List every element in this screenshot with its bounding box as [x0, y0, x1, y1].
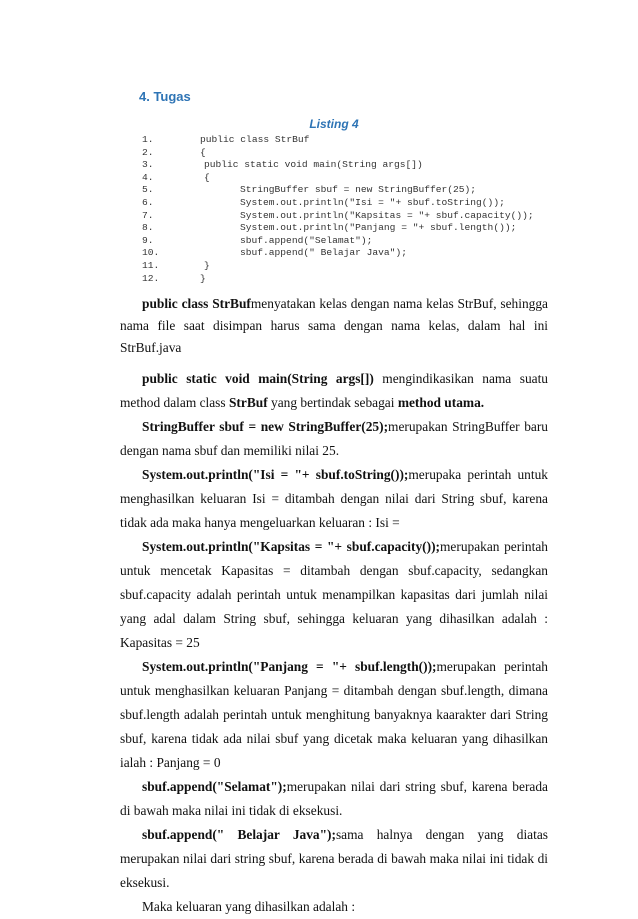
- explanation-body: [120, 293, 548, 919]
- paragraph-text: merupakan StringBuffer baru dengan nama sbuf dan memiliki nilai 25.: [120, 419, 549, 458]
- paragraph-code: StringBuffer sbuf = new StringBuffer(25);: [142, 419, 389, 434]
- paragraph-text: merupakan nilai dari string sbuf, karena berada di bawah maka nilai ini tidak di eksekusi.: [120, 779, 548, 818]
- code-line-text: }: [200, 272, 206, 284]
- code-line-number: 7.: [142, 209, 154, 221]
- paragraph-code: System.out.println("Kapsitas = "+ sbuf.capacity());: [142, 539, 441, 554]
- paragraph: [120, 535, 548, 655]
- code-line-text: }: [204, 259, 210, 271]
- code-line-number: 6.: [142, 196, 154, 208]
- paragraph: [120, 463, 548, 535]
- code-line-number: 10.: [142, 247, 160, 259]
- code-line-text: public static void main(String args[]): [204, 159, 423, 171]
- code-line: [142, 159, 534, 172]
- code-line-number: 11.: [142, 259, 160, 271]
- code-line-number: 8.: [142, 222, 154, 234]
- code-line-number: 9.: [142, 234, 154, 246]
- code-line: [142, 210, 534, 223]
- listing-caption: Listing 4: [309, 117, 359, 131]
- code-line-number: 5.: [142, 184, 154, 196]
- code-line: [142, 260, 534, 273]
- paragraph-code: System.out.println("Isi = "+ sbuf.toString());: [142, 467, 409, 482]
- code-line-text: System.out.println("Kapsitas = "+ sbuf.capacity());: [240, 209, 534, 221]
- paragraph-text: mengindikasikan nama suatu method dalam class: [120, 371, 548, 410]
- paragraph-code: public class StrBuf: [142, 296, 251, 311]
- code-listing: [142, 134, 534, 285]
- code-line-text: System.out.println("Panjang = "+ sbuf.length());: [240, 222, 517, 234]
- paragraph: [120, 895, 548, 919]
- paragraph-text: Maka keluaran yang dihasilkan adalah :: [142, 899, 356, 914]
- paragraph: [120, 415, 548, 463]
- paragraph-text: merupakan perintah untuk menghasilkan keluaran Panjang = ditambah dengan sbuf.length, dimana sbuf.length adalah perintah untuk menghitung banyaknya kaarakter dari String sbuf, karena tidak ada nilai sbuf yang dicetak maka keluaran yang dihasilkan ialah : Panjang = 0: [120, 659, 548, 770]
- code-line-text: public class StrBuf: [200, 134, 310, 145]
- paragraph-code: System.out.println("Panjang = "+ sbuf.length());: [142, 659, 437, 674]
- paragraph: [120, 655, 548, 775]
- paragraph: [120, 775, 548, 823]
- code-line: [142, 235, 534, 248]
- code-line: [142, 273, 534, 286]
- code-line-text: {: [200, 146, 206, 158]
- paragraph-text: menyatakan kelas dengan nama kelas StrBuf, sehingga nama file saat disimpan harus sama dengan nama kelas, dalam hal ini StrBuf.java: [120, 296, 548, 355]
- code-line-text: System.out.println("Isi = "+ sbuf.toString());: [240, 196, 505, 208]
- paragraph-text: yang bertindak sebagai: [267, 395, 398, 410]
- paragraph: [120, 367, 548, 415]
- code-line-text: sbuf.append(" Belajar Java");: [240, 247, 407, 259]
- paragraph: [120, 823, 548, 895]
- code-line-text: {: [204, 171, 210, 183]
- code-line: [142, 222, 534, 235]
- section-heading: 4. Tugas: [139, 89, 191, 104]
- code-line: [142, 184, 534, 197]
- code-line-number: 2.: [142, 146, 154, 158]
- paragraph-text: sama halnya dengan yang diatas merupakan nilai dari string sbuf, karena berada di bawah maka nilai ini tidak di eksekusi.: [120, 827, 548, 890]
- code-line-text: StringBuffer sbuf = new StringBuffer(25);: [240, 184, 477, 196]
- paragraph-code: public static void main(String args[]): [142, 371, 374, 386]
- code-line-text: sbuf.append("Selamat");: [240, 234, 373, 246]
- code-line-number: 1.: [142, 134, 154, 145]
- paragraph-code: sbuf.append("Selamat");: [142, 779, 287, 794]
- paragraph-text: merupakan perintah untuk mencetak Kapasitas = ditambah dengan sbuf.capacity, sedangkan sbuf.capacity adalah perintah untuk menampilkan kapasitas dari jumlah nilai yang adal dalam String sbuf, sehingga keluaran yang dihasilkan adalah : Kapasitas = 25: [120, 539, 548, 650]
- code-line-number: 12.: [142, 272, 160, 284]
- code-line: [142, 134, 534, 147]
- code-line: [142, 247, 534, 260]
- code-line-number: 3.: [142, 159, 154, 171]
- code-line: [142, 147, 534, 160]
- code-line-number: 4.: [142, 171, 154, 183]
- paragraph-code: sbuf.append(" Belajar Java");: [142, 827, 336, 842]
- paragraph-code: method utama.: [397, 395, 485, 410]
- paragraph-text: merupaka perintah untuk menghasilkan keluaran Isi = ditambah dengan nilai dari String sbuf, karena tidak ada maka hanya mengeluarkan keluaran : Isi =: [120, 467, 548, 530]
- paragraph: [120, 293, 548, 359]
- paragraph-code: StrBuf: [228, 395, 268, 410]
- code-line: [142, 197, 534, 210]
- code-line: [142, 172, 534, 185]
